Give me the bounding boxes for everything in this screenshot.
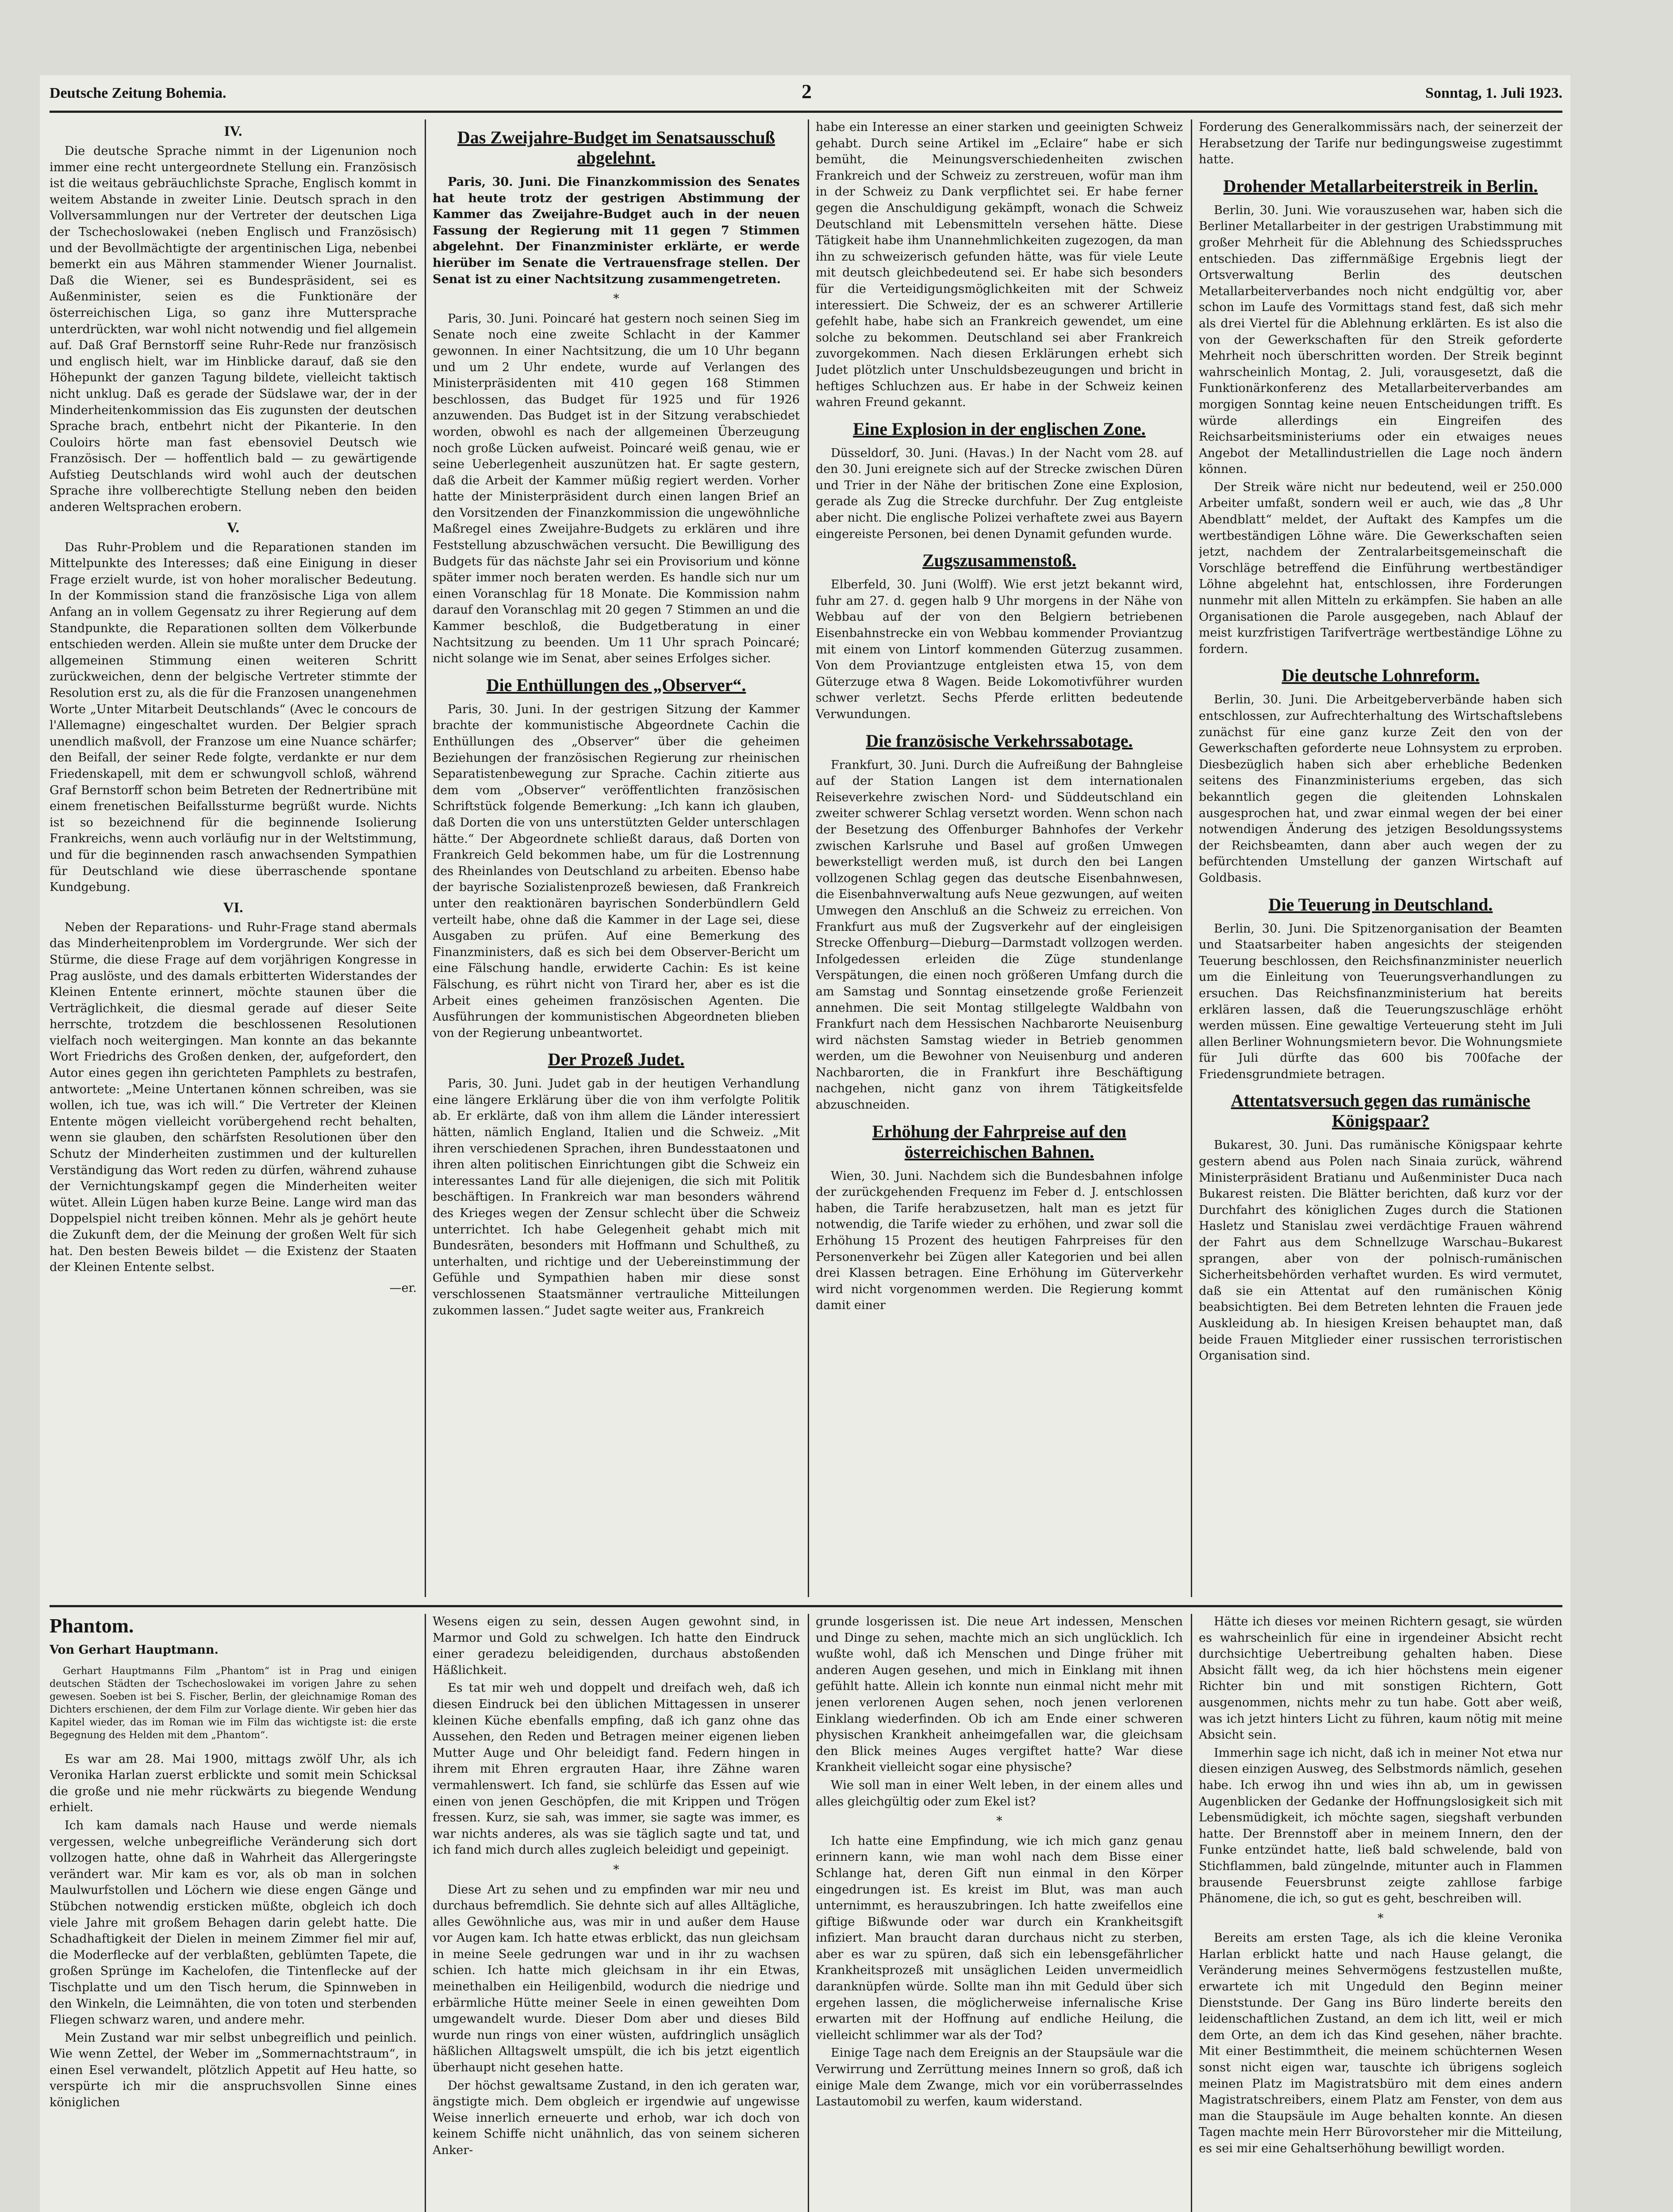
article-headline: Der Prozeß Judet. xyxy=(548,1049,685,1070)
paragraph: Berlin, 30. Juni. Die Spitzenorganisation der Beamten und Staatsarbeiter haben angesichts der steigenden Teuerung beschlossen, den Reichsfinanzminister neuerlich um die Einleitung von Teuerungsverhandlungen zu ersuchen. Das Reichsfinanzministerium hat bereits erklären lassen, daß die Teuerungszuschläge erhöht werden müssen. Eine gewaltige Verteuerung steht im Juli allen Berliner Wohnungsmietern bevor. Die Wohnungsmiete für Juli dürfte das 600 bis 700fache der Friedensgrundmiete betragen. xyxy=(1199,922,1562,1081)
article-headline: Die Teuerung in Deutschland. xyxy=(1268,894,1493,914)
paragraph: Paris, 30. Juni. Die Finanzkommission des Senates hat heute trotz der gestrigen Abstimmung der Kammer das Zweijahre-Budget auch in der neuen Fassung der Regierung mit 11 gegen 7 Stimmen abgelehnt. Der Finanzminister erklärte, er werde hierüber im Senate die Vertrauensfrage stellen. Der Senat ist zu einer Nachtsitzung zusammengetreten. xyxy=(433,175,800,286)
article-headline: Attentatsversuch gegen das rumänische Königspaar? xyxy=(1231,1091,1531,1131)
phantom-column-1 xyxy=(50,1614,417,2212)
paragraph: Wesens eigen zu sein, dessen Augen gewohnt sind, in Marmor und Gold zu schwelgen. Ich hatte den Eindruck einer geradezu beleidigenden, durchaus abstoßenden Häßlichkeit. xyxy=(433,1615,800,1677)
column-2 xyxy=(433,119,800,1601)
paragraph: Hätte ich dieses vor meinen Richtern gesagt, sie würden es wahrscheinlich für eine in irgendeiner Absicht recht durchsichtige Uebertreibung gehalten haben. Diese Absicht fällt weg, da ich hier höchstens mein eigener Richter bin und mit sonstigen Richtern, Gott ausgenommen, nichts mehr zu tun habe. Gott aber weiß, was ich jetzt hinters Licht zu führen, kaum nötig mit meine Absicht sein. xyxy=(1199,1615,1562,1742)
separator-star: * xyxy=(613,292,619,306)
masthead xyxy=(50,80,1562,113)
paragraph: Der Streik wäre nicht nur bedeutend, weil er 250.000 Arbeiter umfaßt, sondern weil er auch, wie das „8 Uhr Abendblatt“ meldet, der Auftakt des Kampfes um die wertbeständigen Löhne wäre. Die Gewerkschaften seien jetzt, nachdem der Zentralarbeitsgemeinschaft die Vorschläge betreffend die Einführung wertbeständiger Löhne abgelehnt hat, entschlossen, ihre Forderungen nunmehr mit allen Mitteln zu erkämpfen. Sie haben an alle Organisationen die Parole ausgegeben, nach Ablauf der meist kurzfristigen Tarifverträge wertbeständige Löhne zu fordern. xyxy=(1199,480,1562,656)
article-headline: Zugszusammenstoß. xyxy=(922,550,1076,571)
paragraph: Ich hatte eine Empfindung, wie ich mich ganz genau erinnern kann, wie man wohl nach dem Bisse einer Schlange hat, deren Gift nun einmal in den Körper eingedrungen ist. Es kreist im Blut, was man auch unternimmt, es herauszubringen. Ich hatte zweifellos eine giftige Bißwunde oder war durch ein Krankheitsgift infiziert. Man braucht daran durchaus nicht zu sterben, aber es war zu spüren, daß sich ein lebensgefährlicher Krankheitsprozeß mit unsäglichen Leiden unvermeidlich daranknüpfen würde. Sollte man ihn mit Geduld über sich ergehen lassen, die möglicherweise infernalische Krise erwarten mit der Hoffnung auf endliche Heilung, die vielleicht schlimmer war als der Tod? xyxy=(816,1834,1183,2042)
article-headline: Das Zweijahre-Budget im Senatsausschuß abgelehnt. xyxy=(457,127,775,168)
paragraph: grunde losgerissen ist. Die neue Art indessen, Menschen und Dinge zu sehen, machte mich an sich unglücklich. Ich wußte wohl, daß ich Menschen und Dinge früher mit anderen Augen gesehen, und mich in Einklang mit ihnen gefühlt hatte. Allein ich konnte nun einmal nicht mehr mit jenen verlorenen Augen sehen, noch jenen verlorenen Einklang wiederfinden. Ob ich am Ende einer schweren physischen Krankheit anheimgefallen war, die gleichsam den Blick meines Auges vergiftet hatte? War diese Krankheit vielleicht sogar eine physische? xyxy=(816,1615,1183,1774)
paragraph: Diese Art zu sehen und zu empfinden war mir neu und durchaus befremdlich. Sie dehnte sich auf alles Alltägliche, alles Gewöhnliche aus, was mir in und außer dem Hause vor Augen kam. Ich hatte etwas erblickt, das nun gleichsam in meine Seele gedrungen war und in ihr zu wachsen schien. Ich hatte mich gleichsam in ihr ein Etwas, meinethalben ein Heiligenbild, wodurch die niedrige und erbärmliche Hütte meiner Seele in einen geweihten Dom umgewandelt wurde. Dieser Dom aber und dieses Bild wurde nun rings von einer wüsten, aufdringlich unsäglich häßlichen Alltagswelt umspült, die ich bis jetzt eigentlich überhaupt nicht gesehen hatte. xyxy=(433,1882,800,2075)
paragraph: Der höchst gewaltsame Zustand, in den ich geraten war, ängstigte mich. Dem obgleich er irgendwie auf ungewisse Weise innerlich erneuerte und erhob, war ich doch von keinem Schiffe nicht unähnlich, das von seinem sicheren Anker- xyxy=(433,2078,800,2157)
article-headline: Eine Explosion in der englischen Zone. xyxy=(853,419,1146,439)
column-divider xyxy=(425,119,426,1597)
feuilleton-divider xyxy=(50,1605,1562,1607)
feuilleton-author: Von Gerhart Hauptmann. xyxy=(50,1643,219,1657)
paragraph: Wien, 30. Juni. Nachdem sich die Bundesbahnen infolge der zurückgehenden Frequenz im Feber d. J. entschlossen haben, die Tarife herabzusetzen, halt man es jetzt für notwendig, die Tarife wieder zu erhöhen, und zwar soll die Erhöhung 15 Prozent des heutigen Fahrpreises für den Personenverkehr bei Zügen aller Kategorien und bei allen drei Klassen betragen. Eine Erhöhung im Güterverkehr wird nicht vorgenommen werden. Die Regierung kommt damit einer xyxy=(816,1169,1183,1313)
paragraph: Das Ruhr-Problem und die Reparationen standen im Mittelpunkte des Interesses; daß eine Einigung in dieser Frage erzielt wurde, ist von hoher moralischer Bedeutung. In der Kommission stand die französische Liga von allem Anfang an in vollem Gegensatz zu ihrer Regierung auf dem Standpunkte, die Reparationen sollten dem Völkerbunde entschieden werden. Allein sie mußte unter dem Drucke der allgemeinen Stimmung einen weiteren Schritt zurückweichen, denn der belgische Vertreter stimmte der Resolution erst zu, als die für die Franzosen unangenehmen Worte „Unter Mitarbeit Deutschlands“ (Avec le concours de l'Allemagne) eingeschaltet wurden. Der Belgier sprach unendlich maßvoll, der Franzose um eine Nuance schärfer; den Beifall, der seiner Rede folgte, verdankte er nur dem Friedenskapell, mit dem er schwungvoll schloß, während Graf Bernstorff schon beim Betreten der Rednertribüne mit einem frenetischen Beifallssturme begrüßt wurde. Nichts ist so bezeichnend für die beginnende Isolierung Frankreichs, wenn auch vorläufig nur in der Weltstimmung, und für die beginnenden rasch anwachsenden Sympathien für Deutschland wie diese überraschende spontane Kundgebung. xyxy=(50,540,417,895)
column-1 xyxy=(50,119,417,1601)
paragraph: Es war am 28. Mai 1900, mittags zwölf Uhr, als ich Veronika Harlan zuerst erblickte und somit mein Schicksal die große und nie mehr rückwärts zu biegende Wendung erhielt. xyxy=(50,1752,417,1815)
paragraph: Einige Tage nach dem Ereignis an der Staupsäule war die Verwirrung und Zerrüttung meines Innern so groß, daß ich einige Male dem Zwange, mich vor ein vorüberrasselndes Lastautomobil zu werfen, kaum widerstand. xyxy=(816,2046,1183,2109)
column-divider xyxy=(808,1614,809,2212)
paragraph: Bereits am ersten Tage, als ich die kleine Veronika Harlan erblickt hatte und nach Hause gelangt, die Veränderung meines Sehvermögens festzustellen mußte, erwartete ich mit Ungeduld den Beginn meiner Dienststunde. Der Gang ins Büro linderte bereits den leidenschaftlichen Zustand, an dem ich litt, weil er mich dem Orte, an dem ich das Kind gesehen, näher brachte. Mit einer Bestimmtheit, die meinem schüchternen Wesen sonst nicht eigen war, tauschte ich übrigens sogleich meinen Platz im Magistratsbüro mit dem eines andern Magistratschreibers, einem Platz am Fenster, von dem aus man die Staupsäule im Auge behalten konnte. An diesen Tagen machte mein Herr Bürovorsteher mir die Mitteilung, es sei mir eine Gehaltserhöhung bewilligt worden. xyxy=(1199,1931,1562,2155)
paragraph: Elberfeld, 30. Juni (Wolff). Wie erst jetzt bekannt wird, fuhr am 27. d. gegen halb 9 Uhr morgens in der Nähe von Webbau auf der von den Belgiern betriebenen Eisenbahnstrecke ein von Webbau kommender Proviantzug mit einem von Lintorf kommenden Güterzug zusammen. Von dem Proviantzuge entgleisten etwa 15, von dem Güterzuge etwa 8 Wagen. Beide Lokomotivführer wurden schwer verletzt. Sechs Pferde erlitten bedeutende Verwundungen. xyxy=(816,578,1183,721)
separator-star: * xyxy=(613,1863,619,1877)
paragraph: Paris, 30. Juni. In der gestrigen Sitzung der Kammer brachte der kommunistische Abgeordnete Cachin die Enthüllungen des „Observer“ über die geheimen Beziehungen der französischen Regierung zur rheinischen Separatistenbewegung zur Sprache. Cachin zitierte aus dem vom „Observer“ veröffentlichten französischen Schriftstück folgende Bemerkung: „Ich kann ich glauben, daß Dorten die von uns unterstützten Gelder unterschlagen hätte.“ Der Abgeordnete schließt daraus, daß Dorten von Frankreich Geld bekommen habe, um für die Lostrennung des Rheinlandes von Deutschland zu arbeiten. Ebenso habe der bayrische Sozialistenprozeß bewiesen, daß Frankreich unter den reaktionären bayrischen Sonderbündlern Geld verteilt habe, ohne daß die Kammer in der Lage sei, diese Ausgaben zu prüfen. Auf eine Bemerkung des Finanzministers, daß es sich bei dem Observer-Bericht um eine Fälschung handle, erwiderte Cachin: Es ist keine Fälschung, es rührt nicht von Tirard her, aber es ist die Arbeit eines geheimen französischen Agenten. Die Ausführungen der kommunistischen Abgeordneten blieben von der Regierung unbeantwortet. xyxy=(433,702,800,1040)
separator-star: * xyxy=(996,1814,1002,1828)
section-vi-heading: VI. xyxy=(223,899,243,916)
paper-name: Deutsche Zeitung Bohemia. xyxy=(50,85,226,101)
author-signature: —er. xyxy=(389,1281,417,1295)
column-divider xyxy=(425,1614,426,2212)
section-v-heading: V. xyxy=(227,519,239,536)
article-headline: Die deutsche Lohnreform. xyxy=(1282,665,1480,686)
paragraph: Wie soll man in einer Welt leben, in der einem alles und alles gleichgültig oder zum Ekel ist? xyxy=(816,1778,1183,1809)
paragraph: Düsseldorf, 30. Juni. (Havas.) In der Nacht vom 28. auf den 30. Juni ereignete sich auf der Strecke zwischen Düren und Trier in der Nähe der britischen Zone eine Explosion, gerade als Zug die Strecke durchfuhr. Der Zug entgleiste aber nicht. Die englische Polizei verhaftete zwei aus Bayern eingereiste Personen, bei denen Dynamit gefunden wurde. xyxy=(816,446,1183,541)
article-headline: Die Enthüllungen des „Observer“. xyxy=(486,675,746,695)
column-3 xyxy=(816,119,1183,1601)
paragraph: Paris, 30. Juni. Poincaré hat gestern noch seinen Sieg im Senate noch eine zweite Schlacht in der Kammer gewonnen. In einer Nachtsitzung, die um 10 Uhr begann und um 2 Uhr endete, wurde auf Verlangen des Ministerpräsidenten mit 410 gegen 168 Stimmen beschlossen, das Budget für 1925 und für 1926 anzuwenden. Das Budget ist in der Sitzung verabschiedet worden, obwohl es nach der allgemeinen Überzeugung noch große Lücken aufweist. Poincaré weiß genau, wie er seine Ueberlegenheit auszunützen hat. Er sagte gestern, daß die Arbeit der Kammer müßig regiert werden. Vorher hatte der Ministerpräsident durch einen langen Brief an den Vorsitzenden der Finanzkommission die ungewöhnliche Maßregel eines Zweijahre-Budgets zu erklären und ihre Feststellung abzuschwächen versucht. Die Bewilligung des Budgets für das nächste Jahr sei ein Provisorium und könne später immer noch beraten werden. Es handle sich nur um einen Voranschlag für 18 Monate. Die Kommission nahm darauf den Voranschlag mit 20 gegen 7 Stimmen an und die Kammer beschloß, die Budgetberatung in einer Nachtsitzung zu beenden. Um 11 Uhr sprach Poincaré; nicht solange wie im Senat, aber seines Erfolges sicher. xyxy=(433,311,800,666)
column-divider xyxy=(808,119,809,1597)
feuilleton-title: Phantom. xyxy=(50,1614,134,1637)
column-divider xyxy=(1191,119,1192,1597)
section-iv-heading: IV. xyxy=(224,123,242,139)
paragraph: Neben der Reparations- und Ruhr-Frage stand abermals das Minderheitenproblem im Vordergrunde. Wer sich der Stürme, die diese Frage auf dem vorjährigen Kongresse in Prag auslöste, und des damals erbitterten Widerstandes der Kleinen Entente erinnert, möchte staunen über die Verträglichkeit, die diesmal gerade auf dieser Seite herrschte, trotzdem die beschlossenen Resolutionen vielfach noch weitergingen. Man konnte an das bekannte Wort Friedrichs des Großen denken, der, aufgefordert, den Autor eines gegen ihn gerichteten Pamphlets zu bestrafen, antwortete: „Meine Untertanen können schreiben, was sie wollen, ich tue, was ich will.“ Die Vertreter der Kleinen Entente mögen vielleicht vorübergehend recht behalten, wenn sie glauben, den schärfsten Resolutionen über den Schutz der Minderheiten zustimmen und der kulturellen Verständigung das Wort reden zu dürfen, während zuhause der Vernichtungskampf gegen die Minderheiten weiter wütet. Allein Lügen haben kurze Beine. Lange wird man das Doppelspiel nicht treiben können. Mehr als je gehört heute die Zukunft dem, der die Meinung der großen Welt für sich hat. Den besten Beweis bildet — die Existenz der Staaten der Kleinen Entente selbst. xyxy=(50,920,417,1275)
issue-date: Sonntag, 1. Juli 1923. xyxy=(1425,85,1562,101)
column-divider xyxy=(1191,1614,1192,2212)
paragraph: Ich kam damals nach Hause und werde niemals vergessen, welche unbegreifliche Veränderung sich dort vollzogen hatte, ohne daß in Wahrheit das Allergeringste verändert war. Mir kam es vor, als ob man in solchen Maulwurfstollen und Löchern wie diese engen Gänge und Stübchen notwendig ersticken müßte, obgleich ich doch viele Jahre mit großem Behagen darin gelebt hatte. Die Schadhaftigkeit der Dielen in meinem Zimmer fiel mir auf, die Moderflecke auf der verblaßten, geblümten Tapete, die großen Sprünge im Kachelofen, die Tintenflecke auf der Tischplatte und um den Tisch herum, die Spinnweben in den Winkeln, die Leimnähten, die von toten und sterbenden Fliegen schwarz waren, und andere mehr. xyxy=(50,1818,417,2027)
paragraph: habe ein Interesse an einer starken und geeinigten Schweiz gehabt. Durch seine Artikel im „Eclaire“ habe er sich bemüht, die Meinungsverschiedenheiten zwischen Frankreich und der Schweiz zu zerstreuen, wofür man ihm in der Schweiz zu Dank verpflichtet sei. Er habe ferner gegen die Anschuldigung gekämpft, wonach die Schweiz Deutschland mit Lebensmitteln versehen hätte. Diese Tätigkeit habe ihm Unannehmlichkeiten zugezogen, da man ihn zu schweizerisch gefunden hätte, was für viele Leute mit deutsch gleichbedeutend sei. Er habe sich besonders für die Verteidigungsmöglichkeiten mit der Schweiz interessiert. Die Schweiz, der es an schwerer Artillerie gefehlt habe, habe sich an Frankreich gewendet, um eine solche zu bekommen. Deutschland sei aber Frankreich zuvorgekommen. Nach diesen Erklärungen erhebt sich Judet plötzlich unter Unschuldsbezeugungen und bricht in heftiges Schluchzen aus. Er habe in der Schweiz keinen wahren Freund gekannt. xyxy=(816,120,1183,410)
paragraph: Berlin, 30. Juni. Die Arbeitgeberverbände haben sich entschlossen, zur Aufrechterhaltung des Wirtschaftslebens zunächst für eine ganz kurze Zeit den von der Gewerkschaften geforderte neue Lohnsystem zu erproben. Diesbezüglich haben sich aber erhebliche Bedenken seitens des Finanzministeriums ergeben, das sich bekanntlich gegen die gleitenden Lohnskalen ausgesprochen hat, und zwar einmal wegen der bei einer notwendigen Änderung des jetzigen Besoldungssystems der Reichsbeamten, dann aber auch wegen der zu befürchtenden Umstellung der ganzen Wirtschaft auf Goldbasis. xyxy=(1199,693,1562,885)
paragraph: Bukarest, 30. Juni. Das rumänische Königspaar kehrte gestern abend aus Polen nach Sinaia zurück, während Ministerpräsident Bratianu und Außenminister Duca nach Bukarest reisten. Die Blätter berichten, daß kurz vor der Durchfahrt des königlichen Zuges durch die Stationen Hasletz und Stanislau zwei verdächtige Frauen während der Fahrt aus dem Schnellzuge Warschau–Bukarest sprangen, aber von der polnisch-rumänischen Sicherheitsbehörden verhaftet wurden. Es wird vermutet, daß sie ein Attentat auf den rumänischen König beabsichtigten. Bei dem Betreten lehnten die Frauen jede Auskleidung ab. In hiesigen Kreisen behauptet man, daß beide Frauen Mitglieder einer russischen terroristischen Organisation sind. xyxy=(1199,1138,1562,1363)
paragraph: Immerhin sage ich nicht, daß ich in meiner Not etwa nur diesen einzigen Ausweg, des Selbstmords nämlich, gesehen habe. Ich erwog ihn und wies ihn ab, um in gewissen Augenblicken der Gedanke der Hoffnungslosigkeit sich mit Lebensmüdigkeit, ich möchte sagen, siegshaft verbunden hatte. Der Brennstoff aber in meinem Innern, den der Funke entzündet hatte, ließ bald schwelende, bald von Stichflammen, bald züngelnde, mitunter auch in Flammen brausende Feuersbrunst zeigte zahllose farbige Phänomene, die ich, so gut es geht, beschreiben will. xyxy=(1199,1746,1562,1906)
editor-note: Gerhart Hauptmanns Film „Phantom“ ist in Prag und einigen deutschen Städten der Tschechoslowakei im vorigen Jahre zu sehen gewesen. Soeben ist bei S. Fischer, Berlin, der gleichnamige Roman des Dichters erschienen, der dem Film zur Vorlage diente. Wir geben hier das Kapitel wieder, das im Roman wie im Film das wichtigste ist: die erste Begegnung des Helden mit dem „Phantom“. xyxy=(50,1665,417,1741)
paragraph: Die deutsche Sprache nimmt in der Ligenunion noch immer eine recht untergeordnete Stellung ein. Französisch ist die weitaus gebräuchlichste Sprache, Englisch kommt in weitem Abstande in zweiter Linie. Deutsch sprach in den Vollversammlungen nur der Vertreter der deutschen Liga der Tschechoslowakei (neben Englisch und Französisch) und der Bevollmächtigte der argentinischen Liga, nebenbei bemerkt ein aus Mähren stammender Wiener Journalist. Daß die Wiener, sei es Bundespräsident, sei es Außenminister, seien es die Funktionäre der österreichischen Liga, so ganz ihre Muttersprache unterdrückten, war wohl nicht notwendig und fiel allgemein auf. Daß Graf Bernstorff seine Ruhr-Rede nur französisch und englisch hielt, war im Hinblicke darauf, daß sie den Höhepunkt der ganzen Tagung bildete, vielleicht taktisch nicht unklug. Daß es gerade der Südslawe war, der in der Minderheitenkommission das Eis zugunsten der deutschen Sprache brach, entbehrt nicht der Pikanterie. In den Couloirs hörte man fast ebensoviel Deutsch wie Französisch. Der — hoffentlich bald — zu gewärtigende Aufstieg Deutschlands wird wohl auch der deutschen Sprache ihre vollberechtigte Stellung neben den beiden anderen Weltsprachen erobern. xyxy=(50,144,417,515)
paragraph: Berlin, 30. Juni. Wie vorauszusehen war, haben sich die Berliner Metallarbeiter in der gestrigen Urabstimmung mit großer Mehrheit für die Ablehnung des Schiedsspruches entschieden. Das ziffernmäßige Ergebnis liegt der Ortsverwaltung Berlin des deutschen Metallarbeiterverbandes noch nicht endgültig vor, aber schon im Laufe des Vormittags stand fest, daß sich mehr als drei Viertel für die Ablehnung erklärten. Es ist also die von der Gewerkschaften für den Streik geforderte Mehrheit noch überschritten worden. Der Streik beginnt wahrscheinlich Montag, 2. Juli, vorausgesetzt, daß die Funktionärkonferenz des Metallarbeiterverbandes am morgigen Sonntag keine neuen Entscheidungen trifft. Es würde allerdings ein Eingreifen des Reichsarbeitsministeriums oder ein etwaiges neues Angebot der Metallindustriellen die Lage noch ändern können. xyxy=(1199,203,1562,476)
phantom-column-2 xyxy=(433,1614,800,2212)
article-headline: Die französische Verkehrssabotage. xyxy=(866,730,1133,751)
column-4 xyxy=(1199,119,1562,1601)
paragraph: Forderung des Generalkommissärs nach, der seinerzeit der Herabsetzung der Tarife nur bedingungsweise zugestimmt hatte. xyxy=(1199,120,1562,167)
phantom-column-4 xyxy=(1199,1614,1562,2212)
page-number: 2 xyxy=(802,80,812,103)
article-headline: Drohender Metallarbeiterstreik in Berlin. xyxy=(1223,176,1538,196)
paragraph: Paris, 30. Juni. Judet gab in der heutigen Verhandlung eine längere Erklärung über die von ihm verfolgte Politik ab. Er erklärte, daß von ihm allem die Länder interessiert hätten, nämlich England, Italien und die Schweiz. „Mit ihren verschiedenen Sprachen, ihren Bundesstaatonen und ihren alten politischen Einrichtungen gibt die Schweiz ein interessantes Land für alle diejenigen, die sich mit Politik beschäftigen. In Frankreich war man besonders während des Krieges wegen der Zensur schlecht über die Schweiz unterrichtet. Ich habe Gelegenheit gehabt mich mit Bundesräten, besonders mit Hoffmann und Schultheß, zu unterhalten, und richtige und der Uebereinstimmung der Gefühle und Sympathien haben mir diese sonst verschlossenen Staatsmänner vertrauliche Mitteilungen zukommen lassen.“ Judet sagte weiter aus, Frankreich xyxy=(433,1077,800,1317)
separator-star: * xyxy=(1378,1911,1384,1925)
article-headline: Erhöhung der Fahrpreise auf den österreichischen Bahnen. xyxy=(872,1121,1127,1162)
phantom-column-3 xyxy=(816,1614,1183,2212)
paragraph: Frankfurt, 30. Juni. Durch die Aufreißung der Bahngleise auf der Station Langen ist dem internationalen Reiseverkehre zwischen Nord- und Süddeutschland ein zweiter schwerer Schlag versetzt worden. Wenn schon nach der Besetzung des Offenburger Bahnhofes der Verkehr zwischen Karlsruhe und Basel auf großen Umwegen bewerkstelligt werden muß, ist durch den bei Langen vollzogenen Schlag gegen das deutsche Eisenbahnwesen, die Eisenbahnverwaltung aufs Neue gezwungen, auf weiten Umwegen den Anschluß an die Schweiz zu erreichen. Von Frankfurt aus muß der Zugsverkehr auf der eingleisigen Strecke Offenburg—Dieburg—Darmstadt vollzogen werden. Infolgedessen erleiden die Züge stundenlange Verspätungen, die einen noch größeren Umfang durch die am Samstag und Sonntag einsetzende große Ferienzeit annehmen. Die seit Montag stillgelegte Waldbahn von Frankfurt nach dem Hessischen Nachbarorte Neuisenburg wird nächsten Samstag wieder in Betrieb genommen werden, um die Bewohner von Neuisenburg und anderen Nachbarorten, die in Frankfurt ihre Beschäftigung nachgehen, nicht ganz von ihrem Tätigkeitsfelde abzuschneiden. xyxy=(816,758,1183,1112)
paragraph: Es tat mir weh und doppelt und dreifach weh, daß ich diesen Eindruck bei den üblichen Mittagessen in unserer kleinen Küche ebenfalls empfing, daß ich ganz ohne das Aussehen, den Reden und Betragen meiner eigenen lieben Mutter Auge und Ohr beleidigt fand. Federn hingen in ihrem mit Ehren ergrauten Haar, ihre Zähne waren vermahlenswert. Ich fand, sie schlürfe das Essen auf wie einen von jenen Geschöpfen, die mit Krippen und Trögen fressen. Kurz, sie sah, was immer, sie sagte was immer, es war nichts anderes, als was sie täglich sagte und tat, und ich fand mich durch alles zugleich beleidigt und gepeinigt. xyxy=(433,1681,800,1857)
paragraph: Mein Zustand war mir selbst unbegreiflich und peinlich. Wie wenn Zettel, der Weber im „Sommernachtstraum“, in einen Esel verwandelt, plötzlich Appetit auf Heu hatte, so verspürte ich mir die anspruchsvollen Sinne eines königlichen xyxy=(50,2031,417,2110)
